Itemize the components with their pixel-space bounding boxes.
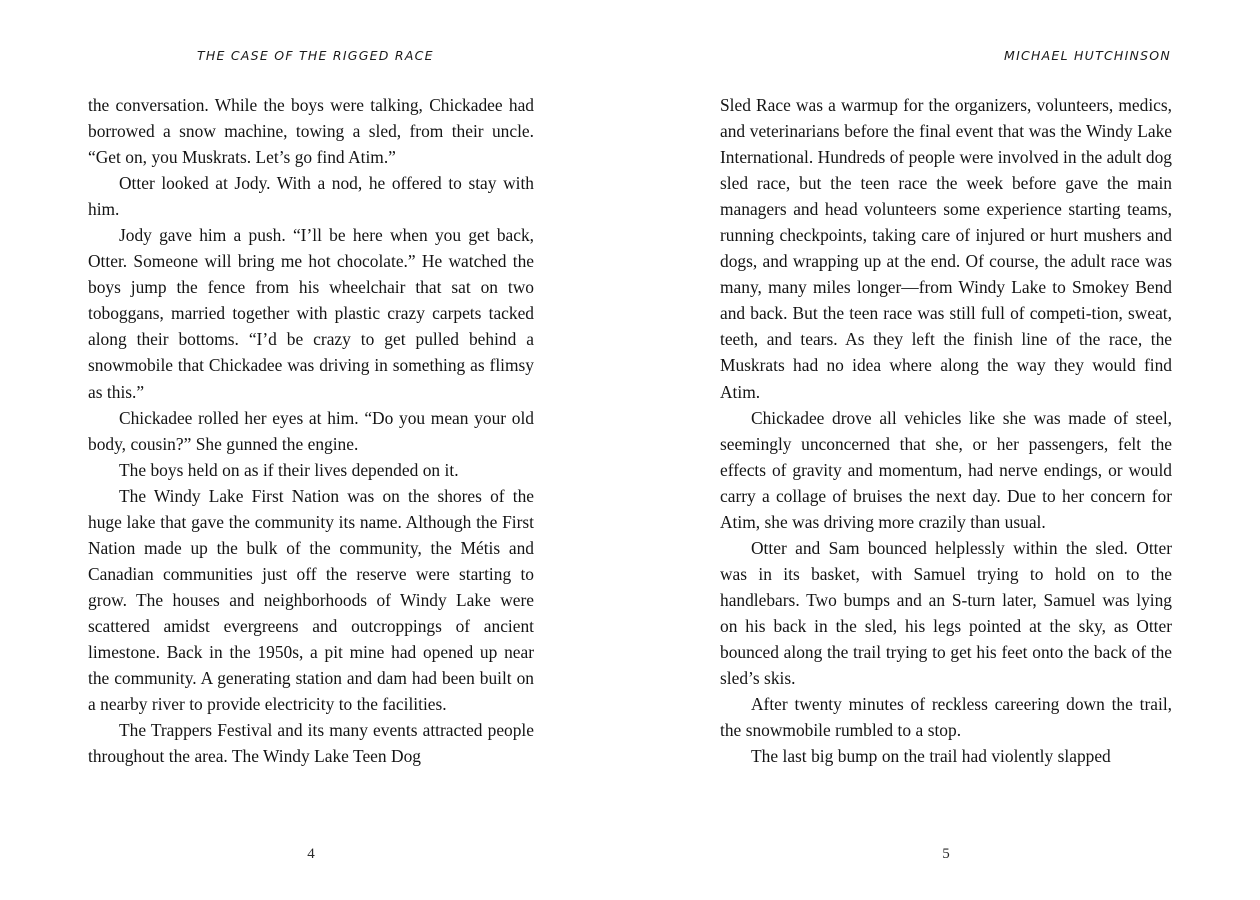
paragraph: Otter and Sam bounced helplessly within the sled. Otter was in its basket, with Samuel trying to hold on to the handlebars. Two bumps and an S-turn later, Samuel was lying on his back in the sled, his legs pointed at the sky, as Otter bounced along the trail trying to get his feet onto the back of the sled’s skis. <box>720 537 1172 689</box>
paragraph: Chickadee drove all vehicles like she was made of steel, seemingly unconcerned that she, or her passengers, felt the effects of gravity and momentum, had nerve endings, or would carry a collage of bruises the next day. Due to her concern for Atim, she was driving more crazily than usual. <box>720 407 1172 532</box>
paragraph: Sled Race was a warmup for the organizers, volunteers, medics, and veterinarians before the final event that was the Windy Lake International. Hundreds of people were involved in the adult dog sled race, but the teen race the week before gave the main managers and head volunteers some experience starting teams, running checkpoints, taking care of injured or hurt mushers and dogs, and wrapping up at the end. Of course, the adult race was many, many miles longer—from Windy Lake to Smokey Bend and back. But the teen race was still full of competi-tion, sweat, teeth, and tears. As they left the finish line of the race, the Muskrats had no idea where along the way they would find Atim. <box>720 95 1172 402</box>
paragraph: The last big bump on the trail had violently slapped <box>751 746 1111 767</box>
left-page-text-column <box>88 92 534 769</box>
paragraph: Jody gave him a push. “I’ll be here when you get back, Otter. Someone will bring me hot chocolate.” He watched the boys jump the fence from his wheelchair that sat on two toboggans, married together with plastic crazy carpets tacked along their bottoms. “I’d be crazy to get pulled behind a snowmobile that Chickadee was driving in something as flimsy as this.” <box>88 225 534 402</box>
paragraph: The Windy Lake First Nation was on the shores of the huge lake that gave the community its name. Although the First Nation made up the bulk of the community, the Métis and Canadian communities just off the reserve were starting to grow. The houses and neighborhoods of Windy Lake were scattered amidst evergreens and outcroppings of ancient limestone. Back in the 1950s, a pit mine had opened up near the community. A generating station and dam had been built on a nearby river to provide electricity to the facilities. <box>88 485 534 715</box>
page-number-right: 5 <box>942 846 950 862</box>
page-number-left: 4 <box>307 846 315 862</box>
paragraph: Otter looked at Jody. With a nod, he offered to stay with him. <box>88 173 534 220</box>
paragraph: the conversation. While the boys were talking, Chickadee had borrowed a snow machine, towing a sled, from their uncle. “Get on, you Muskrats. Let’s go find Atim.” <box>88 95 534 168</box>
right-page-text-column <box>720 92 1172 769</box>
paragraph: The boys held on as if their lives depended on it. <box>119 459 459 480</box>
running-head-recto: MICHAEL HUTCHINSON <box>1004 48 1171 63</box>
paragraph: Chickadee rolled her eyes at him. “Do you mean your old body, cousin?” She gunned the engine. <box>88 407 534 454</box>
paragraph: After twenty minutes of reckless careering down the trail, the snowmobile rumbled to a stop. <box>720 694 1172 741</box>
running-head-verso: THE CASE OF THE RIGGED RACE <box>197 48 434 63</box>
paragraph: The Trappers Festival and its many events attracted people throughout the area. The Windy Lake Teen Dog <box>88 720 534 767</box>
